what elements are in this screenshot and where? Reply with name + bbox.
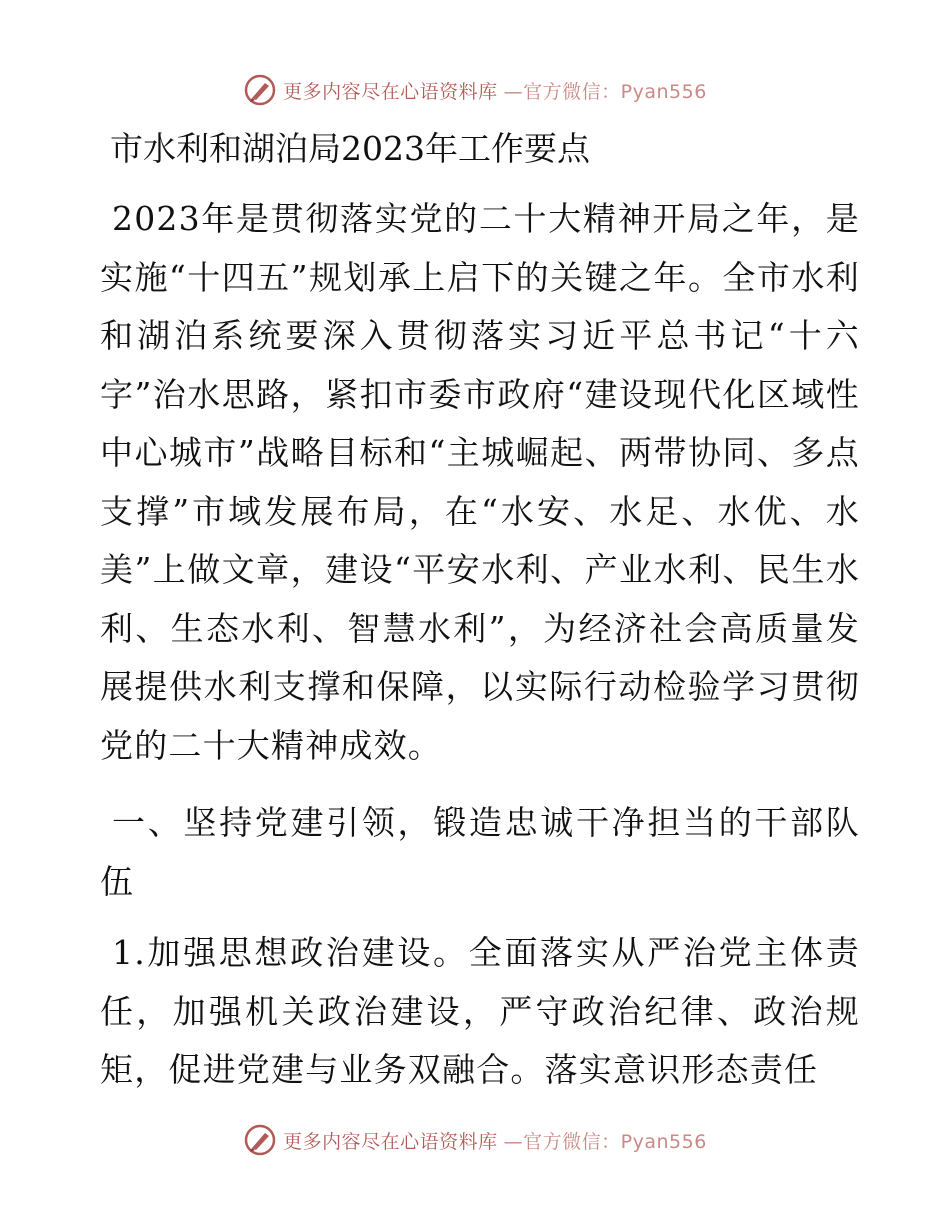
- pen-logo-icon: [243, 73, 277, 107]
- pen-logo-icon: [243, 1123, 277, 1157]
- watermark-text: 更多内容尽在心语资料库: [283, 1130, 498, 1153]
- intro-paragraph: 2023年是贯彻落实党的二十大精神开局之年，是实施“十四五”规划承上启下的关键之年。全市水利和湖泊系统要深入贯彻落实习近平总书记“十六字”治水思路，紧扣市委市政府“建设现代化区域性中心城市”战略目标和“主城崛起、两带协同、多点支撑”市域发展布局，在“水安、水足、水优、水美”上做文章，建设“平安水利、产业水利、民生水利、生态水利、智慧水利”，为经济社会高质量发展提供水利支撑和保障，以实际行动检验学习贯彻党的二十大精神成效。: [100, 199, 860, 765]
- watermark-contact: —官方微信：Pyan556: [503, 1130, 707, 1153]
- watermark-footer: [0, 1118, 950, 1162]
- document-title: 市水利和湖泊局2023年工作要点: [110, 129, 590, 168]
- watermark-header: [0, 68, 950, 112]
- section-heading-1: 一、坚持党建引领，锻造忠诚干净担当的干部队伍: [100, 803, 860, 901]
- watermark-text: 更多内容尽在心语资料库: [283, 80, 498, 103]
- watermark-contact: —官方微信：Pyan556: [503, 80, 707, 103]
- item-paragraph-1: 1.加强思想政治建设。全面落实从严治党主体责任，加强机关政治建设，严守政治纪律、政治规矩，促进党建与业务双融合。落实意识形态责任: [100, 933, 860, 1089]
